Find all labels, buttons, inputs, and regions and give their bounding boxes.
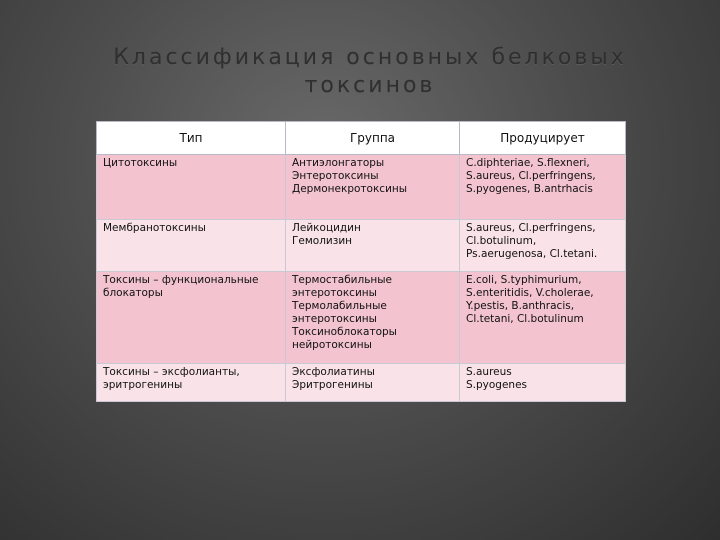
cell-group	[286, 155, 460, 220]
cell-line: Дермонекротоксины	[292, 183, 408, 195]
cell-line: S.aureus, Cl.perfringens,	[466, 170, 596, 182]
cell-type	[97, 364, 286, 402]
cell-line: S.enteritidis, V.cholerae,	[466, 287, 594, 299]
cell-line: S.pyogenes	[466, 379, 528, 391]
slide-title	[70, 44, 670, 100]
cell-line: блокаторы	[103, 287, 163, 299]
cell-producer	[460, 272, 626, 364]
cell-line: C.diphteriae, S.flexneri,	[466, 157, 590, 169]
cell-line: Токсины – функциональные	[103, 274, 259, 286]
slide-title-line-1: Классификация основных белковых	[113, 45, 627, 70]
cell-line: Гемолизин	[292, 235, 353, 247]
cell-producer	[460, 364, 626, 402]
cell-line: Токсиноблокаторы	[292, 326, 397, 338]
cell-line: Лейкоцидин	[292, 222, 361, 234]
table-header-row	[97, 122, 626, 155]
slide-title-line-2: токсинов	[304, 73, 436, 98]
cell-line: Энтеротоксины	[292, 170, 379, 182]
cell-line: S.aureus	[466, 366, 512, 378]
cell-type	[97, 272, 286, 364]
cell-line: энтеротоксины	[292, 287, 377, 299]
table-row	[97, 220, 626, 272]
header-type: Тип	[97, 122, 286, 155]
cell-line: Y.pestis, B.anthracis,	[466, 300, 575, 312]
cell-line: S.aureus, Cl.perfringens,	[466, 222, 596, 234]
cell-type	[97, 155, 286, 220]
cell-line: Эритрогенины	[292, 379, 373, 391]
table-row	[97, 272, 626, 364]
table-row	[97, 155, 626, 220]
cell-line: E.coli, S.typhimurium,	[466, 274, 582, 286]
cell-line: Эксфолиатины	[292, 366, 375, 378]
cell-line: Cl.tetani, Cl.botulinum	[466, 313, 584, 325]
cell-line: Антиэлонгаторы	[292, 157, 385, 169]
cell-group	[286, 220, 460, 272]
cell-line: Токсины – эксфолианты,	[103, 366, 240, 378]
cell-line: Цитотоксины	[103, 157, 178, 169]
cell-line: энтеротоксины	[292, 313, 377, 325]
cell-producer	[460, 155, 626, 220]
cell-type	[97, 220, 286, 272]
cell-producer	[460, 220, 626, 272]
table-row	[97, 364, 626, 402]
toxin-classification-table	[96, 121, 626, 402]
cell-group	[286, 364, 460, 402]
cell-line: нейротоксины	[292, 339, 372, 351]
cell-line: S.pyogenes, B.antrhacis	[466, 183, 593, 195]
header-producer: Продуцирует	[460, 122, 626, 155]
cell-line: Термолабильные	[292, 300, 387, 312]
cell-line: Cl.botulinum,	[466, 235, 537, 247]
header-group: Группа	[286, 122, 460, 155]
cell-line: Термостабильные	[292, 274, 393, 286]
cell-line: эритрогенины	[103, 379, 183, 391]
cell-line: Мембранотоксины	[103, 222, 206, 234]
cell-group	[286, 272, 460, 364]
cell-line: Ps.aerugenosa, Cl.tetani.	[466, 248, 598, 260]
